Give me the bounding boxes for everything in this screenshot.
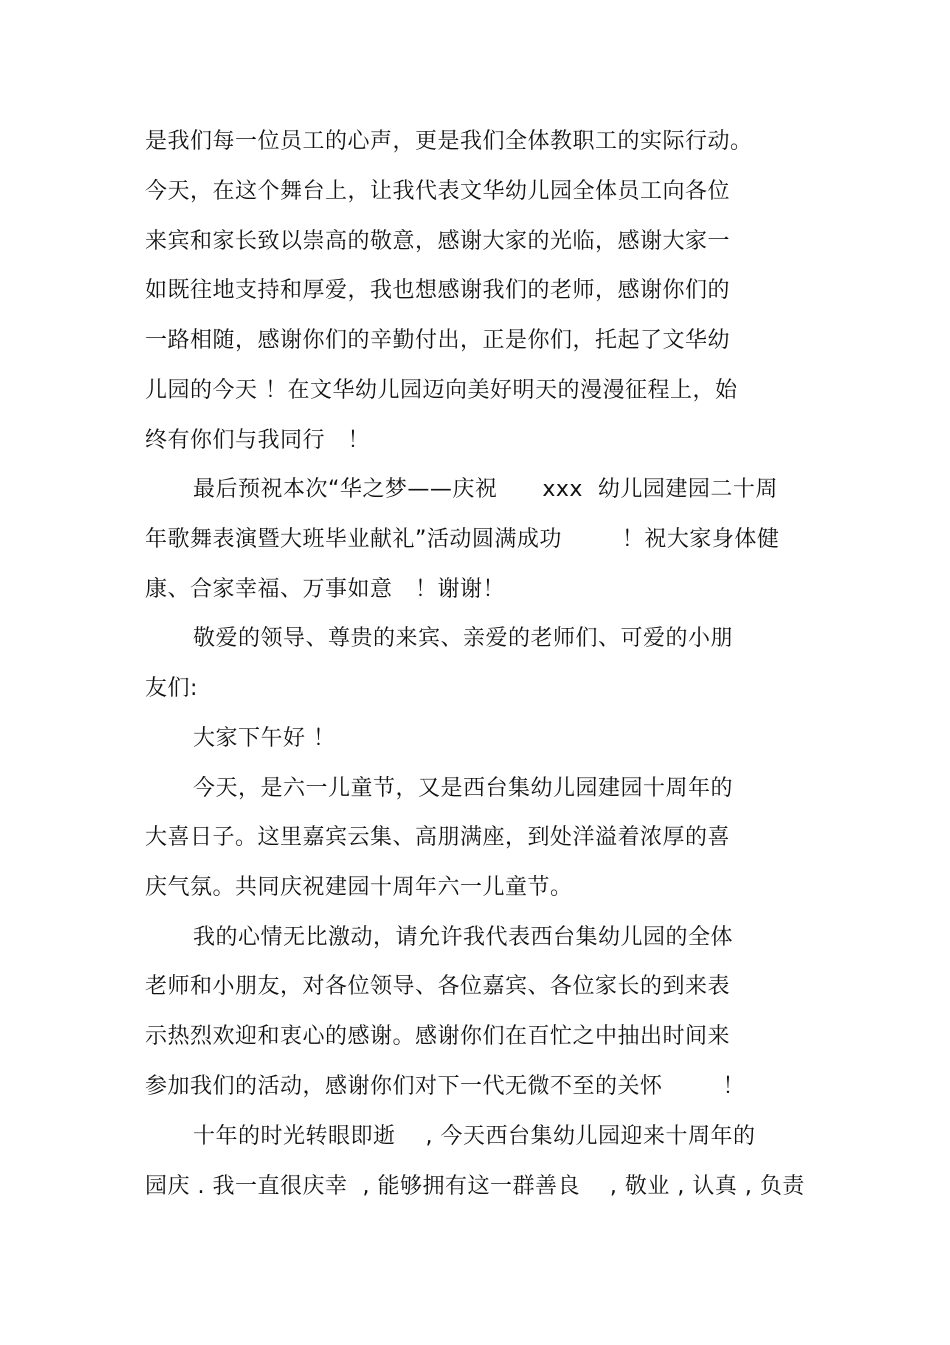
text-line: 一路相随，感谢你们的辛勤付出，正是你们，托起了文华幼 xyxy=(145,328,731,353)
text-line: 示热烈欢迎和衷心的感谢。感谢你们在百忙之中抽出时间来 xyxy=(145,1024,731,1049)
text-line: 老师和小朋友，对各位领导、各位嘉宾、各位家长的到来表 xyxy=(145,974,731,999)
text-line: 终有你们与我同行 ！ xyxy=(145,428,370,453)
text-line: 参加我们的活动，感谢你们对下一代无微不至的关怀 ！ xyxy=(145,1074,745,1099)
paragraph-start-line: 大家下午好 ！ xyxy=(193,726,336,751)
text-line: 今天，在这个舞台上，让我代表文华幼儿园全体员工向各位 xyxy=(145,179,731,204)
text-line: 园庆 . 我一直很庆幸 , 能够拥有这一群善良 , 敬业 , 认真 , 负责 xyxy=(145,1174,805,1199)
text-line: 大喜日子。这里嘉宾云集、高朋满座，到处洋溢着浓厚的喜 xyxy=(145,825,731,850)
text-line: 如既往地支持和厚爱，我也想感谢我们的老师，感谢你们的 xyxy=(145,278,731,303)
text-line: 来宾和家长致以崇高的敬意，感谢大家的光临，感谢大家一 xyxy=(145,229,731,254)
text-line: 是我们每一位员工的心声，更是我们全体教职工的实际行动。 xyxy=(145,129,753,154)
text-line: 年歌舞表演暨大班毕业献礼”活动圆满成功 ！祝大家身体健 xyxy=(145,527,780,552)
text-line: 儿园的今天 ！在文华幼儿园迈向美好明天的漫漫征程上，始 xyxy=(145,378,738,403)
paragraph-start-line: 最后预祝本次“华之梦——庆祝 xxx 幼儿园建园二十周 xyxy=(193,477,778,502)
paragraph-start-line: 我的心情无比激动，请允许我代表西台集幼儿园的全体 xyxy=(193,925,734,950)
text-line: 友们: xyxy=(145,676,198,701)
paragraph-start-line: 十年的时光转眼即逝 , 今天西台集幼儿园迎来十周年的 xyxy=(193,1124,756,1149)
text-line: 庆气氛。共同庆祝建园十周年六一儿童节。 xyxy=(145,875,573,900)
paragraph-start-line: 今天，是六一儿童节，又是西台集幼儿园建园十周年的 xyxy=(193,776,734,801)
paragraph-start-line: 敬爱的领导、尊贵的来宾、亲爱的老师们、可爱的小朋 xyxy=(193,626,734,651)
text-line: 康、合家幸福、万事如意 ！谢谢！ xyxy=(145,577,505,602)
